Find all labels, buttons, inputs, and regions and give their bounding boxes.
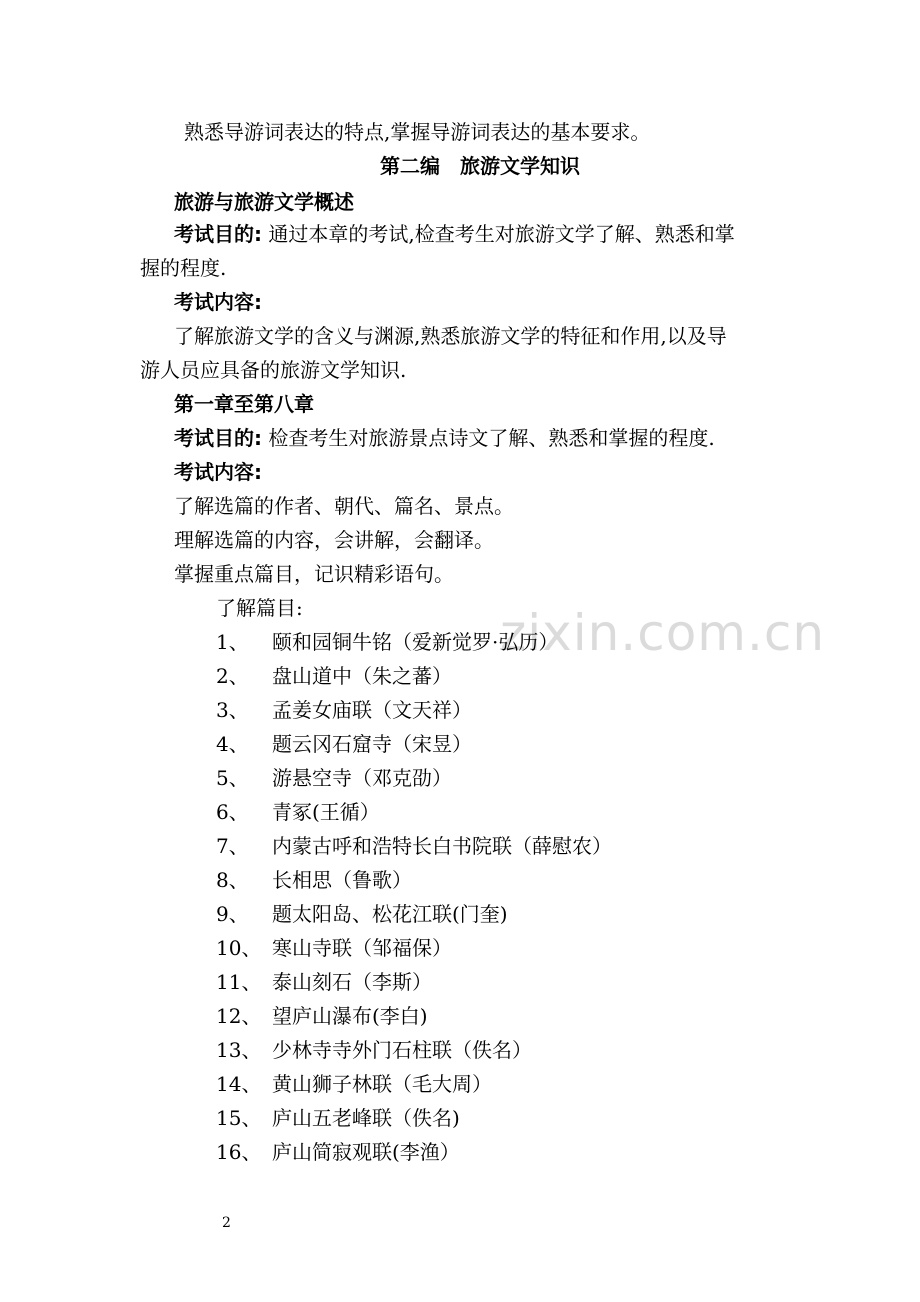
list-item-title: 长相思（鲁歌）	[272, 868, 412, 892]
list-item-title: 泰山刻石（李斯）	[272, 970, 432, 994]
list-item-number: 6、	[216, 800, 249, 824]
list-title: 了解篇目:	[216, 596, 303, 620]
list-item-title: 盘山道中（朱之蕃）	[272, 664, 452, 688]
part-title: 第二编 旅游文学知识	[380, 154, 580, 178]
list-item-title: 少林寺寺外门石柱联（佚名）	[272, 1038, 532, 1062]
list-item-title: 黄山狮子林联（毛大周）	[272, 1072, 492, 1096]
list-item-number: 11、	[216, 970, 262, 994]
s1-content-text-2: 游人员应具备的旅游文学知识.	[140, 358, 407, 382]
list-item	[216, 1002, 428, 1030]
s1-goal-continuation: 握的程度.	[140, 256, 227, 280]
s2-goal-label: 考试目的:	[174, 426, 262, 450]
list-item-title: 内蒙古呼和浩特长白书院联（薛慰农）	[272, 834, 612, 858]
list-item	[216, 832, 612, 860]
s2-content-line-2: 理解选篇的内容，会讲解，会翻译。	[174, 528, 494, 552]
s1-goal-text: 通过本章的考试,检查考生对旅游文学了解、熟悉和掌	[262, 222, 735, 246]
list-item-number: 4、	[216, 732, 249, 756]
list-item-title: 望庐山瀑布(李白)	[272, 1004, 428, 1028]
list-item	[216, 1138, 460, 1166]
list-item-number: 7、	[216, 834, 249, 858]
list-item-number: 9、	[216, 902, 249, 926]
s1-content-text-1: 了解旅游文学的含义与渊源,熟悉旅游文学的特征和作用,以及导	[174, 324, 727, 348]
list-item-number: 1、	[216, 630, 249, 654]
list-item	[216, 934, 452, 962]
list-item	[216, 798, 380, 826]
list-item	[216, 968, 432, 996]
list-item	[216, 628, 558, 656]
list-item-title: 青冢(王循）	[272, 800, 380, 824]
page-number: 2	[222, 1215, 231, 1231]
list-item-number: 2、	[216, 664, 249, 688]
list-item	[216, 730, 472, 758]
s2-content-line-3: 掌握重点篇目，记识精彩语句。	[174, 562, 454, 586]
list-item-number: 10、	[216, 936, 262, 960]
list-item-title: 庐山五老峰联（佚名)	[272, 1106, 460, 1130]
list-item	[216, 764, 452, 792]
s2-content-line-1: 了解选篇的作者、朝代、篇名、景点。	[174, 494, 514, 518]
intro-line: 熟悉导游词表达的特点,掌握导游词表达的基本要求。	[184, 120, 651, 144]
section-title-overview: 旅游与旅游文学概述	[174, 190, 354, 214]
list-item	[216, 866, 412, 894]
list-item-number: 8、	[216, 868, 249, 892]
s1-goal-label: 考试目的:	[174, 222, 262, 246]
list-item-number: 5、	[216, 766, 249, 790]
watermark: zixin.com.cn	[500, 604, 826, 662]
list-item-number: 3、	[216, 698, 249, 722]
list-item-number: 12、	[216, 1004, 262, 1028]
list-item-title: 题太阳岛、松花江联(门奎)	[272, 902, 508, 926]
s1-goal-line	[174, 220, 735, 248]
list-item	[216, 662, 452, 690]
list-item	[216, 900, 508, 928]
list-item	[216, 1104, 460, 1132]
list-item	[216, 696, 472, 724]
s2-goal-text: 检查考生对旅游景点诗文了解、熟悉和掌握的程度.	[262, 426, 715, 450]
s2-goal-line	[174, 424, 715, 452]
s2-content-label: 考试内容:	[174, 460, 262, 484]
list-item-title: 庐山简寂观联(李渔）	[272, 1140, 460, 1164]
list-item-title: 题云冈石窟寺（宋昱）	[272, 732, 472, 756]
list-item-number: 15、	[216, 1106, 262, 1130]
list-item	[216, 1070, 492, 1098]
section-title-chapters: 第一章至第八章	[174, 392, 314, 416]
list-item-title: 寒山寺联（邹福保）	[272, 936, 452, 960]
list-item-title: 孟姜女庙联（文天祥）	[272, 698, 472, 722]
s1-content-label: 考试内容:	[174, 290, 262, 314]
list-item-number: 16、	[216, 1140, 262, 1164]
list-item	[216, 1036, 532, 1064]
list-item-title: 颐和园铜牛铭（爱新觉罗·弘历）	[272, 630, 559, 654]
list-item-number: 13、	[216, 1038, 262, 1062]
list-item-title: 游悬空寺（邓克劭）	[272, 766, 452, 790]
list-item-number: 14、	[216, 1072, 262, 1096]
